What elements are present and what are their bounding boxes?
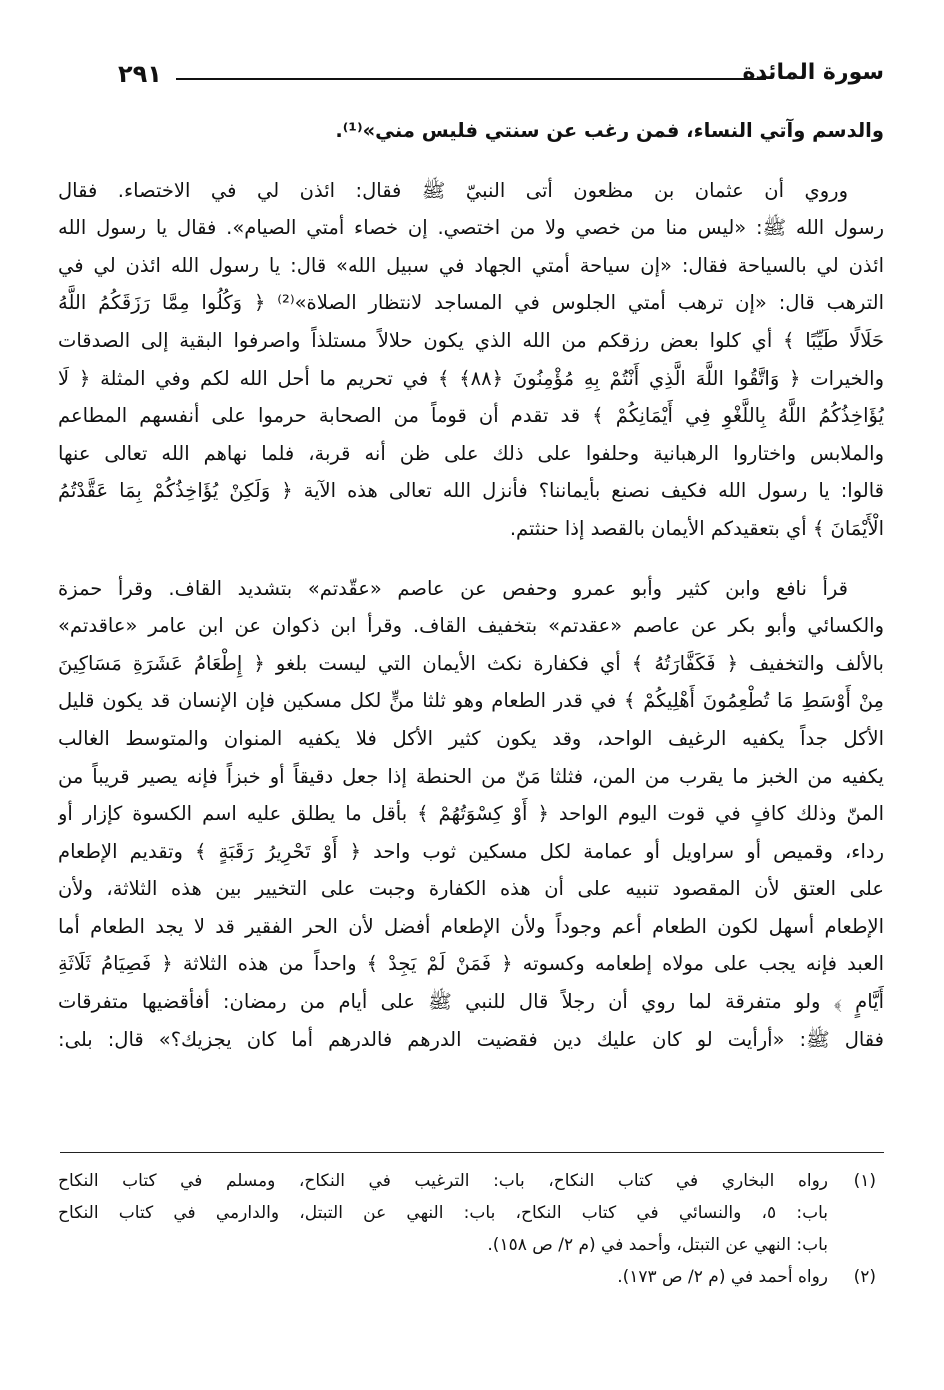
text-line: والملابس واختاروا الرهبانية وحلفوا على ذلك على ظن أنه قربة، فلما نهاهم الله تعالى عنها: [58, 441, 884, 465]
page-number: ٢٩١: [118, 60, 162, 88]
page-header: [118, 58, 884, 98]
footnote: [58, 1165, 876, 1261]
footnote-number: (٢): [853, 1267, 876, 1287]
footnote-line: رواه البخاري في كتاب النكاح، باب: الترغيب في النكاح، ومسلم في كتاب النكاح: [58, 1171, 828, 1191]
text-line: يُؤَاخِذُكُمُ اللَّهُ بِاللَّغْوِ فِي أَيْمَانِكُمْ ﴾ قد تقدم أن قوماً من الصحابة حرموا على أنفسهم المطاعم: [58, 404, 884, 428]
text-line: وروي أن عثمان بن مظعون أتى النبيّ ﷺ فقال: ائذن لي في الاختصاء. فقال: [58, 178, 848, 202]
surah-title: سورة المائدة: [742, 60, 884, 85]
text-line: مِنْ أَوْسَطِ مَا تُطْعِمُونَ أَهْلِيكُمْ ﴾ في قدر الطعام وهو ثلثا منٍّ لكل مسكين فإن الإنسان قد يكون قليل: [58, 689, 884, 713]
text-line: قالوا: يا رسول الله فكيف نصنع بأيماننا؟ فأنزل الله تعالى هذه الآية ﴿ وَلَكِنْ يُؤَاخِذُكُمْ بِمَا عَقَّدْتُمُ: [58, 479, 884, 503]
footnote: [58, 1261, 876, 1293]
footnotes: [58, 1165, 876, 1293]
main-text: [58, 112, 884, 1058]
footnote-text: [58, 1165, 828, 1261]
text-line: والخيرات ﴿ وَاتَّقُوا اللَّهَ الَّذِي أَنْتُمْ بِهِ مُؤْمِنُونَ ﴿٨٨﴾ ﴾ في تحريم ما أحل الله لكم وفي المثلة ﴿ لَا: [58, 366, 884, 390]
text-line: الأكل جداً يكفيه الرغيف الواحد، وقد يكون كثير الأكل فلا يكفيه المنوان والمتوسط الغالب: [58, 726, 884, 750]
text-line: والدسم وآتي النساء، فمن رغب عن سنتي فليس مني»⁽¹⁾.: [335, 119, 884, 142]
text-line: على العتق لأن المقصود تنبيه على أن هذه الكفارة وجبت على التخيير بين هذه الثلاثة، ولأن: [58, 877, 884, 901]
footnote-line: باب: النهي عن التبتل، وأحمد في (م ٢/ ص ١٥٨).: [487, 1235, 828, 1255]
text-line: أَيَّامٍ ﴾ ولو متفرقة لما روي أن رجلاً قال للنبي ﷺ على أيام من رمضان: أفأقضيها متفرقات: [58, 990, 884, 1014]
header-rule: [176, 78, 766, 80]
text-line: رداء، وقميص أو سراويل أو عمامة لكل مسكين ثوب واحد ﴿ أَوْ تَحْرِيرُ رَقَبَةٍ ﴾ وتقديم الإطعام: [58, 839, 884, 863]
footnote-line: رواه أحمد في (م ٢/ ص ١٧٣).: [617, 1267, 828, 1287]
text-line: ائذن لي بالسياحة فقال: «إن سياحة أمتي الجهاد في سبيل الله» قال: يا رسول الله ائذن لي في: [58, 253, 884, 277]
text-line: الْأَيْمَانَ ﴾ أي بتعقيدكم الأيمان بالقصد إذا حنثتم.: [509, 516, 884, 540]
text-line: يكفيه من الخبز ما يقرب من المن، فثلثا مَنّ من الحنطة إذا جعل دقيقاً أو خبزاً فإنه يصير قريباً من: [58, 764, 884, 788]
footnote-line: باب: ٥، والنسائي في كتاب النكاح، باب: النهي عن التبتل، والدارمي في كتاب النكاح: [58, 1203, 828, 1223]
paragraph-gap: [58, 548, 884, 570]
text-line: المنّ وذلك كافٍ في قوت اليوم الواحد ﴿ أَوْ كِسْوَتُهُمْ ﴾ بأقل ما يطلق عليه اسم الكسوة كإزار أو: [58, 802, 884, 826]
text-line: فقال ﷺ: «أرأيت لو كان عليك دين فقضيت الدرهم فالدرهم أما كان يجزيك؟» قال: بلى:: [58, 1027, 884, 1051]
footnote-separator: [60, 1152, 884, 1153]
text-line: الإطعام أسهل لكون الطعام أعم وجوداً ولأن الإطعام أفضل لأن الحر الفقير قد لا يجد الطعام أما: [58, 914, 884, 938]
text-line: الترهب قال: «إن ترهب أمتي الجلوس في المساجد لانتظار الصلاة»⁽²⁾ ﴿ وَكُلُوا مِمَّا رَزَقَكُمُ اللَّهُ: [58, 291, 884, 315]
text-line: قرأ نافع وابن كثير وأبو عمرو وحفص عن عاصم «عقّدتم» بتشديد القاف. وقرأ حمزة: [58, 576, 848, 600]
text-line: العبد فإنه يجب على مولاه إطعامه وكسوته ﴿ فَمَنْ لَمْ يَجِدْ ﴾ واحداً من هذه الثلاثة ﴿ فَصِيَامُ ثَلَاثَةِ: [58, 952, 884, 976]
text-line: بالألف والتخفيف ﴿ فَكَفَّارَتُهُ ﴾ أي فكفارة نكث الأيمان التي ليست بلغو ﴿ إِطْعَامُ عَشَرَةِ مَسَاكِينَ: [58, 651, 884, 675]
text-line: رسول الله ﷺ: «ليس منا من خصي ولا من اختصي. إن خصاء أمتي الصيام». فقال يا رسول الله: [58, 216, 884, 240]
paragraph-gap: [58, 150, 884, 172]
text-line: حَلَالًا طَيِّبًا ﴾ أي كلوا بعض رزقكم من الله الذي يكون حلالاً مستلذاً واصرفوا البقية إلى الصدقات: [58, 328, 884, 352]
text-line: والكسائي وأبو بكر عن عاصم «عقدتم» بتخفيف القاف. وقرأ ابن ذكوان عن ابن عامر «عاقدتم»: [58, 614, 884, 638]
footnote-number: (١): [853, 1171, 876, 1191]
footnote-text: [58, 1261, 828, 1293]
